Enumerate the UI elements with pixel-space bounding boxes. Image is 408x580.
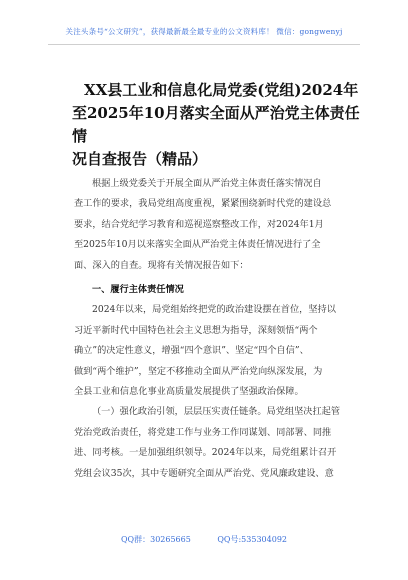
document-body xyxy=(74,174,354,484)
text-line: （一）强化政治引领，层层压实责任链条。局党组坚决扛起管 xyxy=(92,406,341,418)
text-line: 要求，结合党纪学习教育和巡视巡察整改工作，对2024年1月 xyxy=(74,218,324,230)
footer-contacts xyxy=(0,534,408,545)
paragraph-3 xyxy=(74,402,354,484)
text-line: 党治党政治责任，将党建工作与业务工作同谋划、同部署、同推 xyxy=(74,426,332,438)
text-line: 面、深入的自查。现将有关情况报告如下： xyxy=(74,259,249,271)
title-line-1: XX县工业和信息化局党委(党组)2024年 xyxy=(84,81,359,99)
text-line: 全县工业和信息化事业高质量发展提供了坚强政治保障。 xyxy=(74,386,304,398)
title-line-3: 况自查报告（精品） xyxy=(72,150,208,168)
text-line: 根据上级党委关于开展全面从严治党主体责任落实情况自 xyxy=(92,178,322,189)
footer-qq-number: QQ号:535304092 xyxy=(217,535,287,544)
text-line: 党组会议35次，其中专题研究全面从严治党、党风廉政建设、意 xyxy=(74,467,334,479)
title-line-2: 至2025年10月落实全面从严治党主体责任情 xyxy=(72,104,360,145)
header-divider xyxy=(48,44,360,45)
text-line: 进、同考核。一是加强组织领导。2024年以来，局党组累计召开 xyxy=(74,447,337,459)
paragraph-2 xyxy=(74,300,354,402)
text-line: 查工作的要求，我局党组高度重视，紧紧围绕新时代党的建设总 xyxy=(74,198,332,210)
footer-qq-group: QQ群：30265665 xyxy=(120,535,191,544)
section-heading-text: 一、履行主体责任情况 xyxy=(92,284,184,296)
section-heading xyxy=(74,280,354,300)
text-line: 习近平新时代中国特色社会主义思想为指导，深刻领悟“两个 xyxy=(74,324,318,336)
text-line: 确立”的决定性意义，增强“四个意识”、坚定“四个自信”、 xyxy=(74,345,309,357)
intro-paragraph xyxy=(74,174,354,276)
text-line: 做到“两个维护”，坚定不移推动全面从严治党向纵深发展，为 xyxy=(74,365,323,377)
text-line: 至2025年10月以来落实全面从严治党主体责任情况进行了全 xyxy=(74,239,321,251)
document-title xyxy=(72,79,362,171)
header-notice: 关注头条号“公文研究”，获得最新最全最专业的公文资料库！ 微信：gongwenyj xyxy=(65,27,343,36)
text-line: 2024年以来，局党组始终把党的政治建设摆在首位，坚持以 xyxy=(92,304,336,316)
